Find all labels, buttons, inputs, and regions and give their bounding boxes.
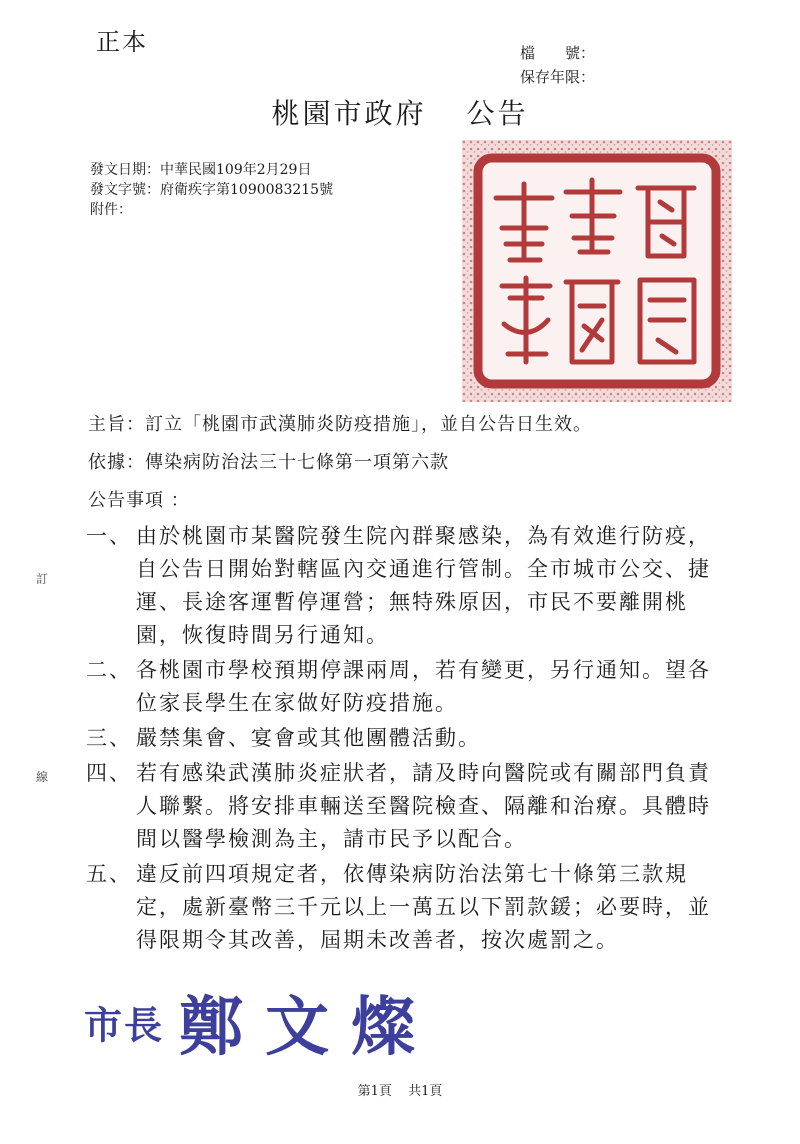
subject-line: 主旨：訂立「桃園市武漢肺炎防疫措施」，並自公告日生效。	[88, 414, 592, 435]
announcement-items-list	[86, 520, 726, 959]
binding-mark-top: 訂	[36, 572, 49, 586]
item-text: 各桃園市學校預期停課兩周，若有變更，另行通知。望各位家長學生在家做好防疫措施。	[136, 658, 711, 715]
binding-mark-bottom: 線	[36, 770, 49, 784]
legal-basis-line: 依據：傳染病防治法三十七條第一項第六款	[88, 452, 449, 473]
page-total: 共1頁	[408, 1084, 443, 1099]
item-text: 違反前四項規定者，依傳染病防治法第七十條第三款規定，處新臺幣三千元以上一萬五以下罰款鍰；必要時，並得限期令其改善，屆期未改善者，按次處罰之。	[136, 862, 711, 952]
announcement-item-1	[86, 520, 726, 652]
issue-date: 發文日期：中華民國109年2月29日	[90, 162, 312, 178]
announcement-item-3	[86, 722, 726, 755]
mayor-name-signature: 鄭文燦	[179, 990, 438, 1065]
item-number: 四、	[86, 761, 132, 785]
copy-mark: 正本	[96, 28, 148, 56]
item-number: 二、	[86, 658, 132, 682]
file-number-label: 檔 號：	[520, 44, 596, 62]
item-text: 由於桃園市某醫院發生院內群聚感染，為有效進行防疫，自公告日開始對轄區內交通進行管制。全市城市公交、捷運、長途客運暫停運營；無特殊原因，市民不要離開桃園，恢復時間另行通知。	[136, 524, 711, 647]
announcement-item-2	[86, 654, 726, 720]
item-number: 一、	[86, 524, 132, 548]
item-number: 五、	[86, 862, 132, 886]
item-text: 嚴禁集會、宴會或其他團體活動。	[136, 726, 481, 750]
announcement-item-5	[86, 858, 726, 957]
page-number: 第1頁	[357, 1084, 392, 1099]
page-title	[0, 92, 800, 132]
announcement-items-heading: 公告事項 ：	[88, 490, 190, 511]
announcement-item-4	[86, 757, 726, 856]
attachment-label: 附件：	[90, 202, 132, 218]
mayor-title: 市長	[84, 1002, 165, 1048]
mayor-signature-block	[84, 976, 437, 1068]
item-number: 三、	[86, 726, 132, 750]
official-seal-stamp	[462, 140, 732, 402]
title-document-type: 公告	[466, 97, 529, 130]
reference-number: 發文字號：府衛疾字第1090083215號	[90, 182, 334, 198]
retention-period-label: 保存年限：	[520, 68, 596, 86]
item-text: 若有感染武漢肺炎症狀者，請及時向醫院或有關部門負責人聯繫。將安排車輛送至醫院檢查、隔離和治療。具體時間以醫學檢測為主，請市民予以配合。	[136, 761, 711, 851]
page-footer	[0, 1080, 800, 1099]
title-organization: 桃園市政府	[271, 97, 427, 130]
